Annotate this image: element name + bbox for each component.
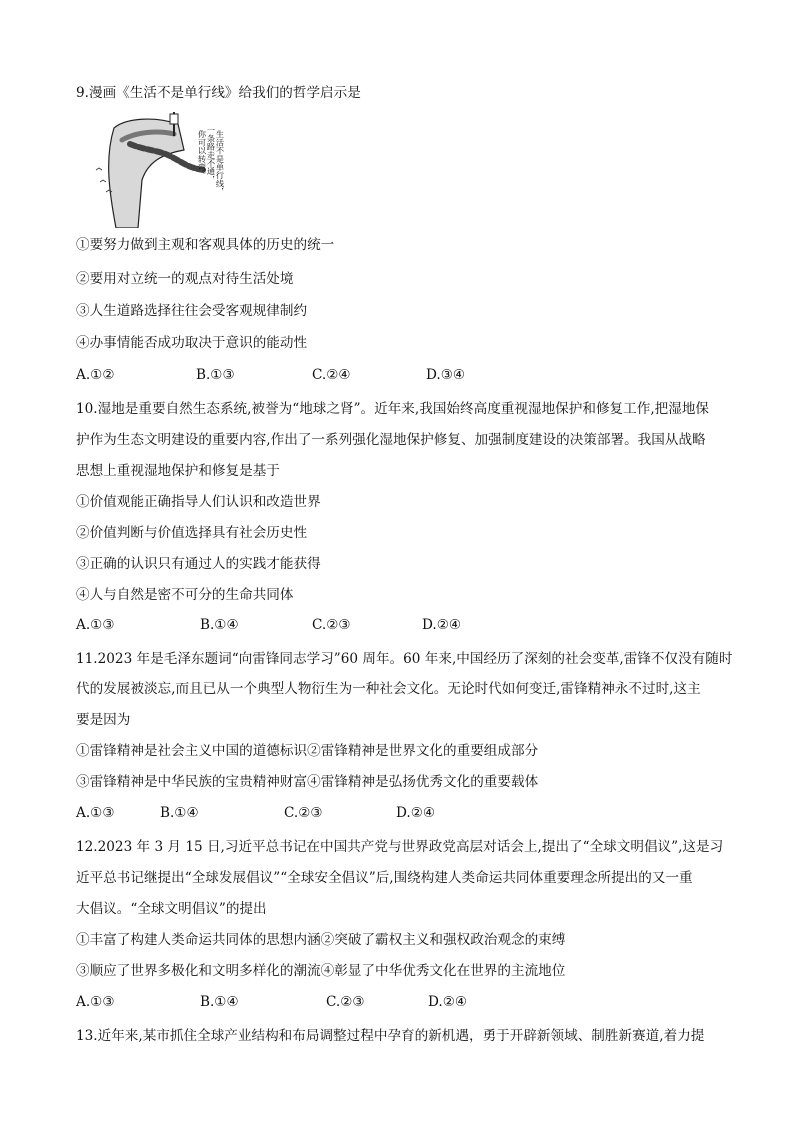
q10-stem-line-1: 10.湿地是重要自然生态系统,被誉为“地球之肾”。近年来,我国始终高度重视湿地保护和修复工作,把湿地保 xyxy=(76,401,710,417)
q9-option-a[interactable]: A.①② xyxy=(76,367,115,383)
q11-option-d[interactable]: D.②④ xyxy=(396,805,436,821)
q9-option-b[interactable]: B.①③ xyxy=(196,367,235,383)
q11-option-b[interactable]: B.①④ xyxy=(160,805,199,821)
q9-stem: 9.漫画《生活不是单行线》给我们的哲学启示是 xyxy=(76,85,361,101)
q11-stem-line-3: 要是因为 xyxy=(76,712,131,728)
q12-option-b[interactable]: B.①④ xyxy=(200,994,239,1010)
q10-item-1: ①价值观能正确指导人们认识和改造世界 xyxy=(76,494,321,510)
q13-stem-line-1: 13.近年来,某市抓住全球产业结构和布局调整过程中孕育的新机遇，勇于开辟新领域、制胜新赛道,着力提 xyxy=(76,1028,705,1044)
q12-item-2: ③顺应了世界多极化和文明多样化的潮流④彰显了中华优秀文化在世界的主流地位 xyxy=(76,963,566,979)
q9-item-4: ④办事情能否成功取决于意识的能动性 xyxy=(76,335,308,351)
q10-stem-line-3: 思想上重视湿地保护和修复是基于 xyxy=(76,463,280,479)
q12-stem-line-3: 大倡议。“全球文明倡议”的提出 xyxy=(76,901,267,917)
q12-stem-line-1: 12.2023 年 3 月 15 日,习近平总书记在中国共产党与世界政党高层对话会上,提出了“全球文明倡议”,这是习 xyxy=(76,839,724,855)
q11-item-1: ①雷锋精神是社会主义中国的道德标识②雷锋精神是世界文化的重要组成部分 xyxy=(76,743,539,759)
q12-item-1: ①丰富了构建人类命运共同体的思想内涵②突破了霸权主义和强权政治观念的束缚 xyxy=(76,932,566,948)
q9-option-c[interactable]: C.②④ xyxy=(312,367,351,383)
q10-item-2: ②价值判断与价值选择具有社会历史性 xyxy=(76,525,308,541)
q9-item-3: ③人生道路选择往往会受客观规律制约 xyxy=(76,303,308,319)
q9-item-2: ②要用对立统一的观点对待生活处境 xyxy=(76,271,294,287)
q11-option-c[interactable]: C.②③ xyxy=(284,805,323,821)
q11-item-2: ③雷锋精神是中华民族的宝贵精神财富④雷锋精神是弘扬优秀文化的重要载体 xyxy=(76,774,539,790)
q10-option-a[interactable]: A.①③ xyxy=(76,617,115,633)
q10-item-3: ③正确的认识只有通过人的实践才能获得 xyxy=(76,556,321,572)
q11-stem-line-2: 代的发展被淡忘,而且已从一个典型人物衍生为一种社会文化。无论时代如何变迁,雷锋精神永不过时,这主 xyxy=(76,681,701,697)
q11-stem-line-1: 11.2023 年是毛泽东题词“向雷锋同志学习”60 周年。60 年来,中国经历了深刻的社会变革,雷锋不仅没有随时 xyxy=(76,651,733,667)
q12-stem-line-2: 近平总书记继提出“全球发展倡议”“全球安全倡议”后,围绕构建人类命运共同体重要理念所提出的又一重 xyxy=(76,870,693,886)
q9-item-1: ①要努力做到主观和客观具体的历史的统一 xyxy=(76,237,335,253)
q10-item-4: ④人与自然是密不可分的生命共同体 xyxy=(76,587,294,603)
q10-option-d[interactable]: D.②④ xyxy=(422,617,462,633)
q10-option-b[interactable]: B.①④ xyxy=(200,617,239,633)
q9-option-d[interactable]: D.③④ xyxy=(426,367,466,383)
q12-option-d[interactable]: D.②④ xyxy=(428,994,468,1010)
comic-caption-3: 你可以转弯。 xyxy=(197,130,207,180)
comic-caption-2: 一条路走不通， xyxy=(206,126,216,184)
q10-stem-line-2: 护作为生态文明建设的重要内容,作出了一系列强化湿地保护修复、加强制度建设的决策部署。我国从战略 xyxy=(76,432,706,448)
q11-option-a[interactable]: A.①③ xyxy=(76,805,115,821)
comic-caption-1: 生活不是单行线， xyxy=(215,130,225,196)
comic-illustration xyxy=(92,110,228,228)
q12-option-a[interactable]: A.①③ xyxy=(76,994,115,1010)
q12-option-c[interactable]: C.②③ xyxy=(326,994,365,1010)
q10-option-c[interactable]: C.②③ xyxy=(312,617,351,633)
